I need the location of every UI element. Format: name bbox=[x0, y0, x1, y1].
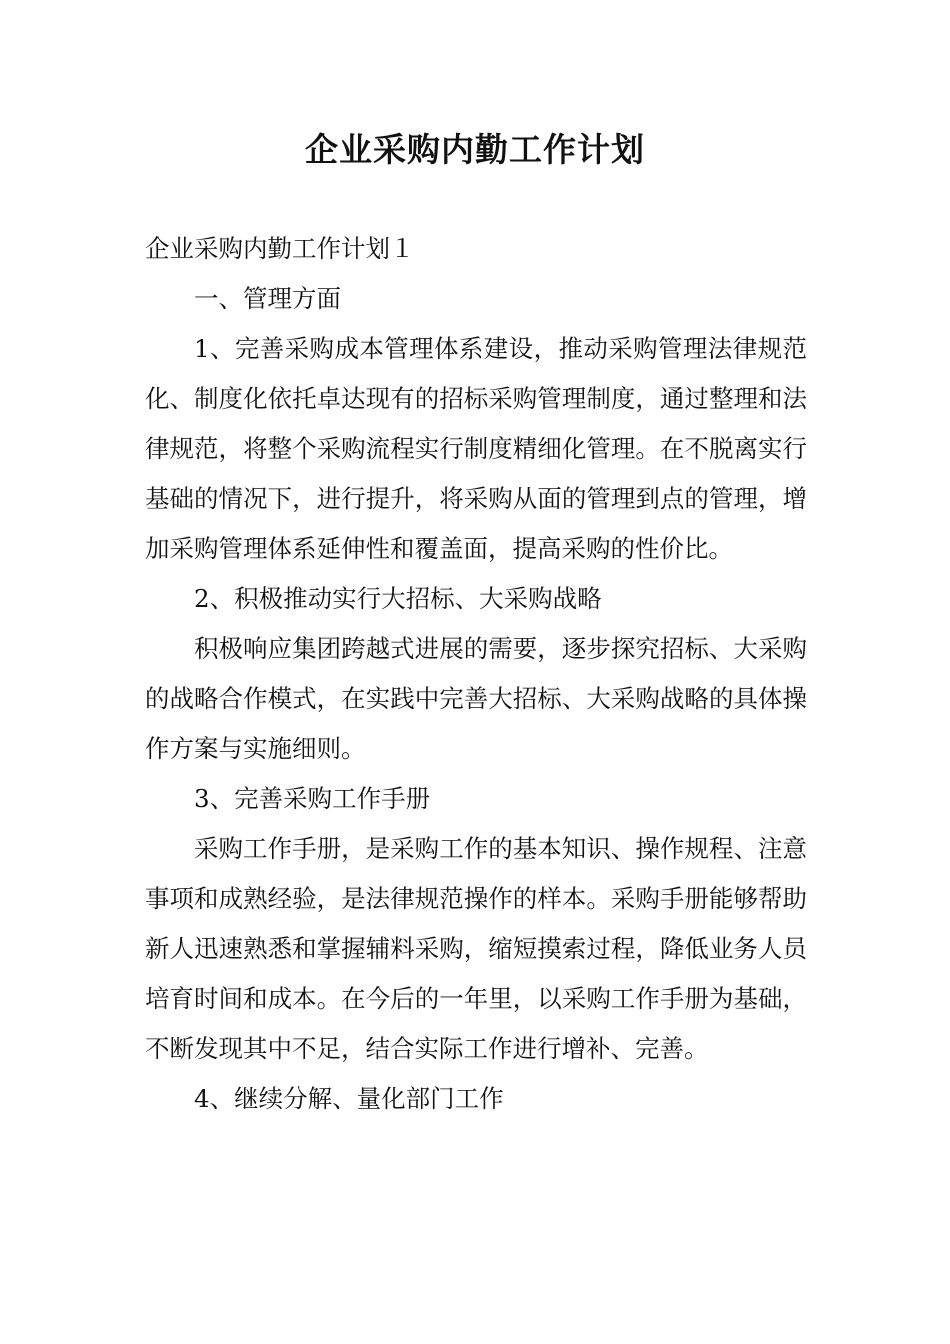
item-heading-4: 4、继续分解、量化部门工作 bbox=[194, 1084, 504, 1113]
paragraph-item-3: 采购工作手册，是采购工作的基本知识、操作规程、注意事项和成熟经验，是法律规范操作的样本。采购手册能够帮助新人迅速熟悉和掌握辅料采购，缩短摸索过程，降低业务人员培育时间和成本。在今后的一年里，以采购工作手册为基础，不断发现其中不足，结合实际工作进行增补、完善。 bbox=[145, 834, 807, 1063]
item-heading-3: 3、完善采购工作手册 bbox=[194, 784, 431, 813]
section-heading-management: 一、管理方面 bbox=[194, 284, 341, 313]
paragraph-item-1: 1、完善采购成本管理体系建设，推动采购管理法律规范化、制度化依托卓达现有的招标采购管理制度，通过整理和法律规范，将整个采购流程实行制度精细化管理。在不脱离实行基础的情况下，进行提升，将采购从面的管理到点的管理，增加采购管理体系延伸性和覆盖面，提高采购的性价比。 bbox=[145, 334, 807, 563]
section-subtitle: 企业采购内勤工作计划１ bbox=[145, 234, 415, 263]
document-body bbox=[145, 224, 807, 1124]
item-heading-2: 2、积极推动实行大招标、大采购战略 bbox=[194, 584, 602, 613]
paragraph-item-2: 积极响应集团跨越式进展的需要，逐步探究招标、大采购的战略合作模式，在实践中完善大招标、大采购战略的具体操作方案与实施细则。 bbox=[145, 634, 807, 763]
document-title: 企业采购内勤工作计划 bbox=[305, 130, 645, 169]
